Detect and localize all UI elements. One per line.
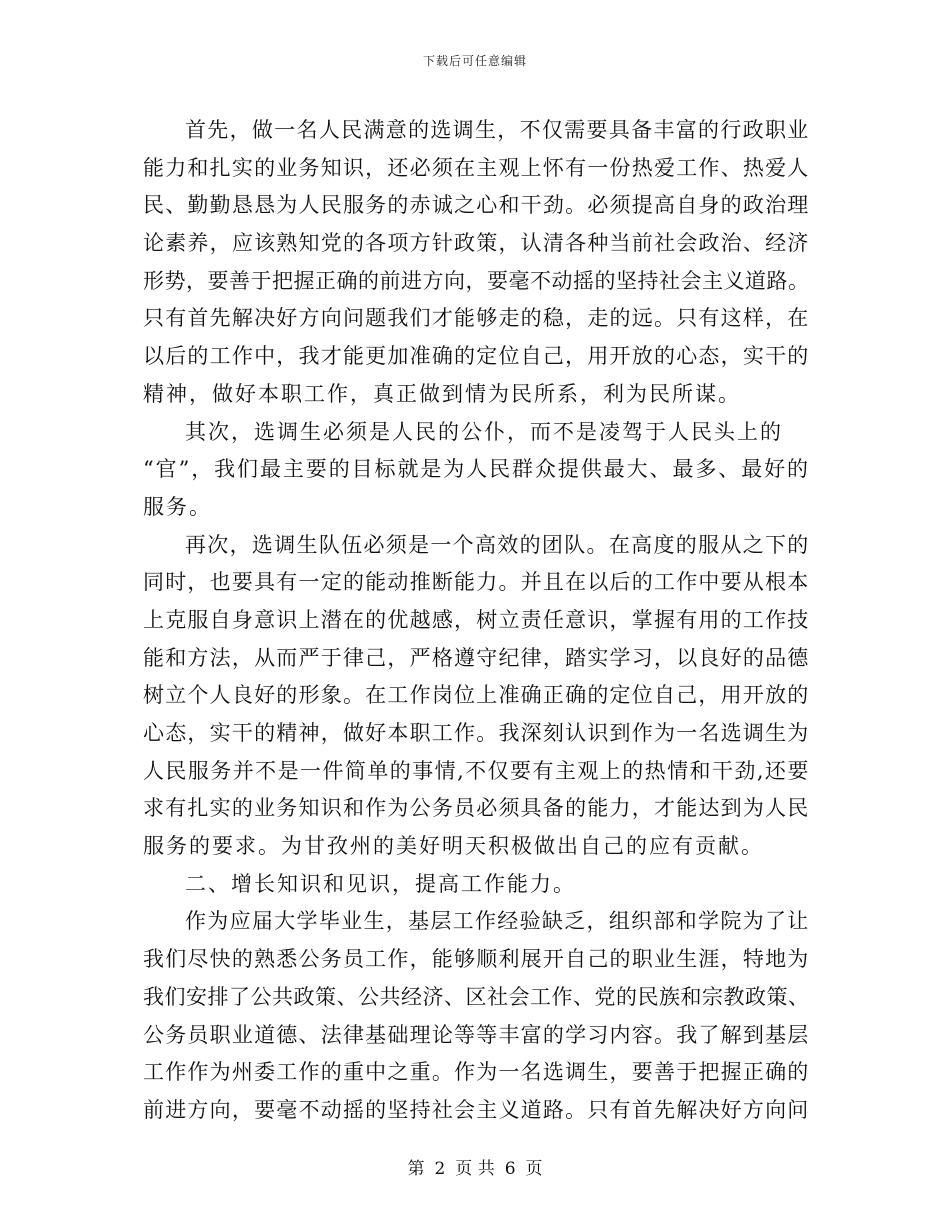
- page-footer: [0, 1154, 950, 1179]
- text-line: 前进方向，要毫不动摇的坚持社会主义道路。只有首先解决好方向问: [143, 1097, 810, 1122]
- text-line: 心态，实干的精神，做好本职工作。我深刻认识到作为一名选调生为: [143, 721, 810, 745]
- text-line: 只有首先解决好方向问题我们才能够走的稳，走的远。只有这样，在: [143, 306, 810, 331]
- text-line: 二、增长知识和见识，提高工作能力。: [185, 871, 576, 896]
- text-line: “官”，我们最主要的目标就是为人民群众提供最大、最多、最好的: [143, 457, 810, 482]
- text-line: 我们尽快的熟悉公务员工作，能够顺利展开自己的职业生涯，特地为: [143, 947, 810, 972]
- text-line: 以后的工作中，我才能更加准确的定位自己，用开放的心态，实干的: [143, 344, 810, 369]
- text-line: 精神，做好本职工作，真正做到情为民所系，利为民所谋。: [143, 381, 741, 406]
- document-body: [143, 112, 811, 1130]
- footer-middle: 页 共: [455, 1159, 495, 1179]
- footer-suffix: 页: [525, 1159, 543, 1179]
- text-line: 服务的要求。为甘孜州的美好明天积极做出自己的应有贡献。: [143, 834, 764, 859]
- text-line: 人民服务并不是一件简单的事情,不仅要有主观上的热情和干劲,还要: [143, 758, 810, 783]
- text-line: 能力和扎实的业务知识，还必须在主观上怀有一份热爱工作、热爱人: [143, 155, 810, 180]
- text-line: 形势，要善于把握正确的前进方向，要毫不动摇的坚持社会主义道路。: [143, 268, 810, 293]
- footer-page-number: 2: [434, 1159, 446, 1179]
- text-line: 服务。: [143, 494, 212, 519]
- footer-prefix: 第: [407, 1159, 425, 1179]
- text-line: 公务员职业道德、法律基础理论等等丰富的学习内容。我了解到基层: [143, 1022, 810, 1047]
- text-line: 上克服自身意识上潜在的优越感，树立责任意识，掌握有用的工作技: [143, 607, 810, 632]
- text-line: 作为应届大学毕业生，基层工作经验缺乏，组织部和学院为了让: [185, 909, 810, 934]
- text-line: 民、勤勤恳恳为人民服务的赤诚之心和干劲。必须提高自身的政治理: [143, 193, 810, 218]
- footer-page-total: 6: [504, 1159, 516, 1179]
- text-line: 首先，做一名人民满意的选调生，不仅需要具备丰富的行政职业: [185, 118, 810, 142]
- text-line: 树立个人良好的形象。在工作岗位上准确正确的定位自己，用开放的: [143, 683, 810, 708]
- text-line: 其次，选调生必须是人民的公仆，而不是凌驾于人民头上的: [185, 419, 783, 444]
- text-line: 能和方法，从而严于律己，严格遵守纪律，踏实学习，以良好的品德: [143, 645, 810, 670]
- text-line: 工作作为州委工作的重中之重。作为一名选调生，要善于把握正确的: [143, 1060, 810, 1085]
- text-line: 我们安排了公共政策、公共经济、区社会工作、党的民族和宗教政策、: [143, 984, 810, 1009]
- text-line: 论素养，应该熟知党的各项方针政策，认清各种当前社会政治、经济: [143, 231, 810, 256]
- text-line: 再次，选调生队伍必须是一个高效的团队。在高度的服从之下的: [185, 532, 810, 557]
- text-line: 求有扎实的业务知识和作为公务员必须具备的能力，才能达到为人民: [143, 796, 810, 821]
- text-line: 同时，也要具有一定的能动推断能力。并且在以后的工作中要从根本: [143, 570, 810, 595]
- page-header: 下载后可任意编辑: [422, 54, 527, 68]
